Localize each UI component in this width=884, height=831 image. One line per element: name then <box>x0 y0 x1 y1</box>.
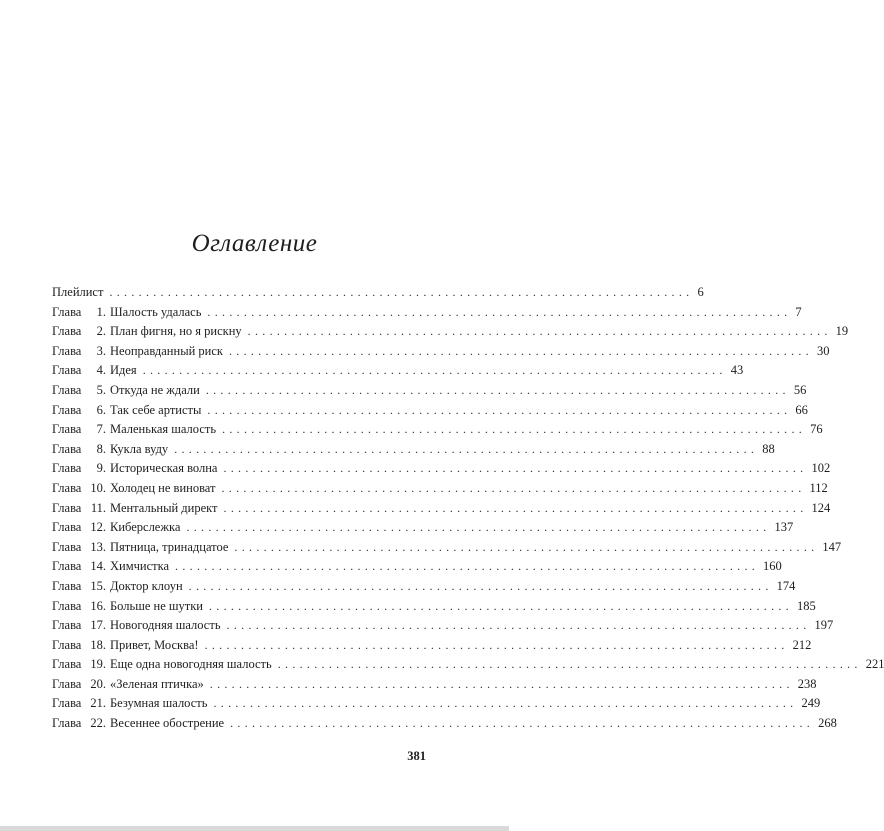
chapter-label <box>52 303 110 323</box>
chapter-title: Еще одна новогодняя шалость <box>110 657 272 672</box>
page-bottom-edge <box>0 826 509 831</box>
dot-leader: ................................................................................ <box>109 285 694 299</box>
toc-entry <box>52 655 884 675</box>
chapter-word: Глава <box>52 696 82 711</box>
chapter-title: «Зеленая птичка» <box>110 676 204 691</box>
dot-leader: ................................................................................ <box>226 618 811 633</box>
toc-entry <box>52 303 802 323</box>
chapter-page-number: 102 <box>811 461 831 476</box>
chapter-number: 19. <box>90 657 106 672</box>
chapter-number: 11. <box>90 500 106 515</box>
chapter-number: 8. <box>96 441 106 456</box>
chapter-page-number: 19 <box>835 324 849 339</box>
chapter-title: Больше не шутки <box>110 598 203 613</box>
chapter-title: Киберслежка <box>110 520 181 535</box>
dot-leader: ................................................................................ <box>230 716 815 731</box>
toc-entry <box>52 557 782 577</box>
chapter-number: 22. <box>90 716 106 731</box>
chapter-title: Плейлист <box>52 285 104 299</box>
chapter-title: Доктор клоун <box>110 578 183 593</box>
dot-leader: ................................................................................ <box>188 578 773 593</box>
dot-leader: ................................................................................ <box>207 304 792 319</box>
toc-entry <box>52 636 812 656</box>
chapter-page-number: 112 <box>809 480 828 495</box>
page-number: 381 <box>407 749 426 763</box>
chapter-title: Пятница, тринадцатое <box>110 539 229 554</box>
chapter-word: Глава <box>52 578 82 593</box>
chapter-label <box>52 714 110 734</box>
chapter-word: Глава <box>52 324 82 339</box>
toc-entry <box>52 616 834 636</box>
chapter-word: Глава <box>52 637 82 652</box>
chapter-word: Глава <box>52 343 82 358</box>
dot-leader: ................................................................................ <box>205 382 790 397</box>
chapter-label <box>52 655 110 675</box>
chapter-number: 6. <box>96 402 106 417</box>
chapter-word: Глава <box>52 559 82 574</box>
chapter-title: Неоправданный риск <box>110 343 223 358</box>
chapter-word: Глава <box>52 402 82 417</box>
chapter-page-number: 66 <box>795 402 808 417</box>
dot-leader: ................................................................................ <box>175 559 760 574</box>
toc-entry <box>52 401 808 421</box>
chapter-page-number: 249 <box>801 696 821 711</box>
toc-entry <box>52 518 794 538</box>
chapter-title: Так себе артисты <box>110 402 202 417</box>
chapter-word: Глава <box>52 500 82 515</box>
dot-leader: ................................................................................ <box>186 520 771 535</box>
chapter-word: Глава <box>52 676 82 691</box>
chapter-label <box>52 597 110 617</box>
chapter-label <box>52 401 110 421</box>
chapter-title: Кукла вуду <box>110 441 169 456</box>
chapter-title: Привет, Москва! <box>110 637 199 652</box>
chapter-number: 7. <box>96 422 106 437</box>
toc-entry <box>52 675 817 695</box>
toc-entry <box>52 577 796 597</box>
chapter-number: 17. <box>90 618 106 633</box>
chapter-label <box>52 499 110 519</box>
dot-leader: ................................................................................ <box>228 343 813 358</box>
dot-leader: ................................................................................ <box>221 480 806 495</box>
toc-entry <box>52 440 775 460</box>
chapter-page-number: 43 <box>730 363 744 378</box>
chapter-label <box>52 577 110 597</box>
chapter-page-number: 268 <box>818 716 837 731</box>
chapter-page-number: 212 <box>792 637 812 652</box>
chapter-label <box>52 479 110 499</box>
chapter-page-number: 76 <box>810 422 823 437</box>
chapter-label <box>52 342 110 362</box>
toc-entry <box>52 361 744 381</box>
chapter-page-number: 137 <box>774 520 794 535</box>
chapter-page-number: 160 <box>763 559 782 574</box>
chapter-word: Глава <box>52 539 82 554</box>
chapter-page-number: 185 <box>796 598 816 613</box>
chapter-number: 2. <box>96 324 106 339</box>
toc-title: Оглавление <box>191 230 318 257</box>
chapter-label <box>52 459 110 479</box>
dot-leader: ................................................................................ <box>247 324 832 339</box>
chapter-word: Глава <box>52 441 82 456</box>
dot-leader: ................................................................................ <box>223 461 808 476</box>
dot-leader: ................................................................................ <box>207 402 792 417</box>
chapter-label <box>52 694 110 714</box>
chapter-number: 9. <box>96 461 106 476</box>
dot-leader: ................................................................................ <box>277 657 862 672</box>
chapter-number: 18. <box>90 637 106 652</box>
chapter-title: Безумная шалость <box>110 696 208 711</box>
toc-entry <box>52 479 828 499</box>
chapter-label <box>52 538 110 558</box>
chapter-label <box>52 557 110 577</box>
chapter-word: Глава <box>52 304 82 319</box>
chapter-label <box>52 322 110 342</box>
chapter-number: 15. <box>90 578 106 593</box>
chapter-label <box>52 440 110 460</box>
chapter-page-number: 174 <box>776 578 796 593</box>
table-of-contents <box>52 283 884 734</box>
toc-entry <box>52 538 842 558</box>
toc-entry <box>52 381 807 401</box>
dot-leader: ................................................................................ <box>234 539 819 554</box>
chapter-number: 4. <box>96 363 106 378</box>
toc-entry <box>52 322 849 342</box>
toc-entry <box>52 459 831 479</box>
toc-entry <box>52 342 830 362</box>
dot-leader: ................................................................................ <box>222 422 807 437</box>
chapter-word: Глава <box>52 422 82 437</box>
chapter-title: Шалость удалась <box>110 304 202 319</box>
chapter-number: 1. <box>96 304 106 319</box>
toc-entry <box>52 694 821 714</box>
chapter-label <box>52 675 110 695</box>
chapter-title: Откуда не ждали <box>110 382 200 397</box>
dot-leader: ................................................................................ <box>208 598 793 613</box>
dot-leader: ................................................................................ <box>174 441 759 456</box>
chapter-page-number: 6 <box>697 285 704 299</box>
dot-leader: ................................................................................ <box>223 500 808 515</box>
dot-leader: ................................................................................ <box>209 676 794 691</box>
chapter-number: 13. <box>90 539 106 554</box>
chapter-page-number: 7 <box>795 304 802 319</box>
chapter-page-number: 147 <box>822 539 842 554</box>
chapter-number: 20. <box>90 676 106 691</box>
chapter-word: Глава <box>52 520 82 535</box>
toc-entry <box>52 597 816 617</box>
chapter-page-number: 197 <box>814 618 834 633</box>
chapter-number: 5. <box>96 382 106 397</box>
chapter-word: Глава <box>52 461 82 476</box>
chapter-number: 14. <box>90 559 106 574</box>
dot-leader: ................................................................................ <box>213 696 798 711</box>
chapter-label <box>52 518 110 538</box>
chapter-number: 16. <box>90 598 106 613</box>
chapter-word: Глава <box>52 363 82 378</box>
chapter-label <box>52 636 110 656</box>
chapter-title: Холодец не виноват <box>110 480 216 495</box>
dot-leader: ................................................................................ <box>142 363 727 378</box>
chapter-title: Маленькая шалость <box>110 422 217 437</box>
chapter-number: 21. <box>90 696 106 711</box>
chapter-title: Историческая волна <box>110 461 218 476</box>
chapter-page-number: 88 <box>762 441 775 456</box>
chapter-word: Глава <box>52 618 82 633</box>
chapter-word: Глава <box>52 480 82 495</box>
chapter-title: Ментальный директ <box>110 500 218 515</box>
chapter-word: Глава <box>52 382 82 397</box>
chapter-page-number: 124 <box>811 500 831 515</box>
chapter-word: Глава <box>52 657 82 672</box>
chapter-page-number: 221 <box>865 657 884 672</box>
dot-leader: ................................................................................ <box>204 637 789 652</box>
chapter-number: 10. <box>90 480 106 495</box>
toc-entry <box>52 283 704 303</box>
chapter-title: Идея <box>110 363 137 378</box>
chapter-title: План фигня, но я рискну <box>110 324 242 339</box>
toc-entry <box>52 420 823 440</box>
chapter-label <box>52 381 110 401</box>
chapter-number: 3. <box>96 343 106 358</box>
chapter-number: 12. <box>90 520 106 535</box>
chapter-page-number: 30 <box>816 343 830 358</box>
chapter-page-number: 238 <box>797 676 817 691</box>
chapter-word: Глава <box>52 598 82 613</box>
chapter-title: Новогодняя шалость <box>110 618 221 633</box>
chapter-title: Химчистка <box>110 559 170 574</box>
chapter-title: Весеннее обострение <box>110 716 225 731</box>
chapter-page-number: 56 <box>793 382 807 397</box>
toc-entry <box>52 499 831 519</box>
chapter-word: Глава <box>52 716 82 731</box>
chapter-label <box>52 616 110 636</box>
chapter-label <box>52 361 110 381</box>
chapter-label <box>52 420 110 440</box>
toc-entry <box>52 714 837 734</box>
